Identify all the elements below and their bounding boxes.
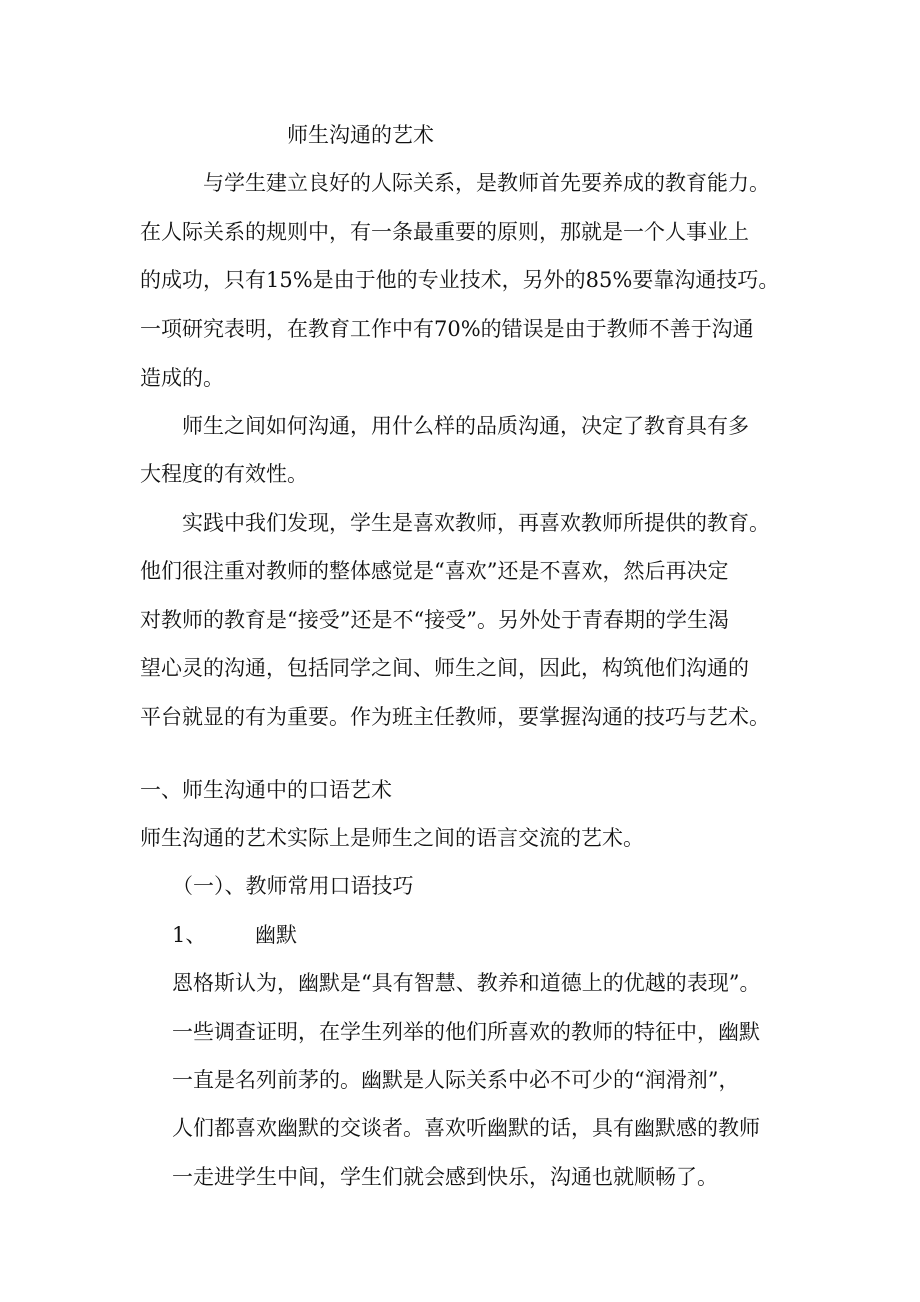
item-body-line-5: 一走进学生中间，学生们就会感到快乐，沟通也就顺畅了。 — [172, 1165, 718, 1189]
document-title: 师生沟通的艺术 — [287, 123, 434, 147]
item-body-line-1: 恩格斯认为，幽默是“具有智慧、教养和道德上的优越的表现”。 — [172, 971, 761, 995]
section-heading: 一、师生沟通中的口语艺术 — [140, 778, 392, 802]
item-body-line-4: 人们都喜欢幽默的交谈者。喜欢听幽默的话，具有幽默感的教师 — [172, 1116, 760, 1140]
paragraph-1-line-2: 在人际关系的规则中，有一条最重要的原则，那就是一个人事业上 — [140, 220, 749, 244]
paragraph-1-line-3: 的成功，只有15%是由于他的专业技术，另外的85%要靠沟通技巧。 — [140, 268, 780, 292]
paragraph-1-line-1: 与学生建立良好的人际关系，是教师首先要养成的教育能力。 — [203, 171, 770, 195]
subsection-heading: （一）、教师常用口语技巧 — [172, 874, 414, 898]
item-number: 1、 — [172, 923, 207, 947]
section-intro: 师生沟通的艺术实际上是师生之间的语言交流的艺术。 — [140, 826, 644, 850]
item-body-line-2: 一些调查证明，在学生列举的他们所喜欢的教师的特征中，幽默 — [172, 1020, 760, 1044]
paragraph-2-line-1: 师生之间如何沟通，用什么样的品质沟通，决定了教育具有多 — [182, 414, 749, 438]
paragraph-1-line-4: 一项研究表明，在教育工作中有70%的错误是由于教师不善于沟通 — [140, 317, 754, 341]
paragraph-3-line-2: 他们很注重对教师的整体感觉是“喜欢”还是不喜欢，然后再决定 — [140, 559, 729, 583]
paragraph-3-line-4: 望心灵的沟通，包括同学之间、师生之间，因此，构筑他们沟通的 — [140, 656, 749, 680]
paragraph-2-line-2: 大程度的有效性。 — [140, 462, 308, 486]
item-title: 幽默 — [255, 923, 297, 947]
item-body-line-3: 一直是名列前茅的。幽默是人际关系中必不可少的“润滑剂”， — [172, 1068, 740, 1092]
paragraph-3-line-3: 对教师的教育是“接受”还是不“接受”。另外处于青春期的学生渴 — [140, 608, 729, 632]
paragraph-1-line-5: 造成的。 — [140, 366, 224, 390]
paragraph-3-line-5: 平台就显的有为重要。作为班主任教师，要掌握沟通的技巧与艺术。 — [140, 705, 770, 729]
paragraph-3-line-1: 实践中我们发现，学生是喜欢教师，再喜欢教师所提供的教育。 — [182, 511, 770, 535]
